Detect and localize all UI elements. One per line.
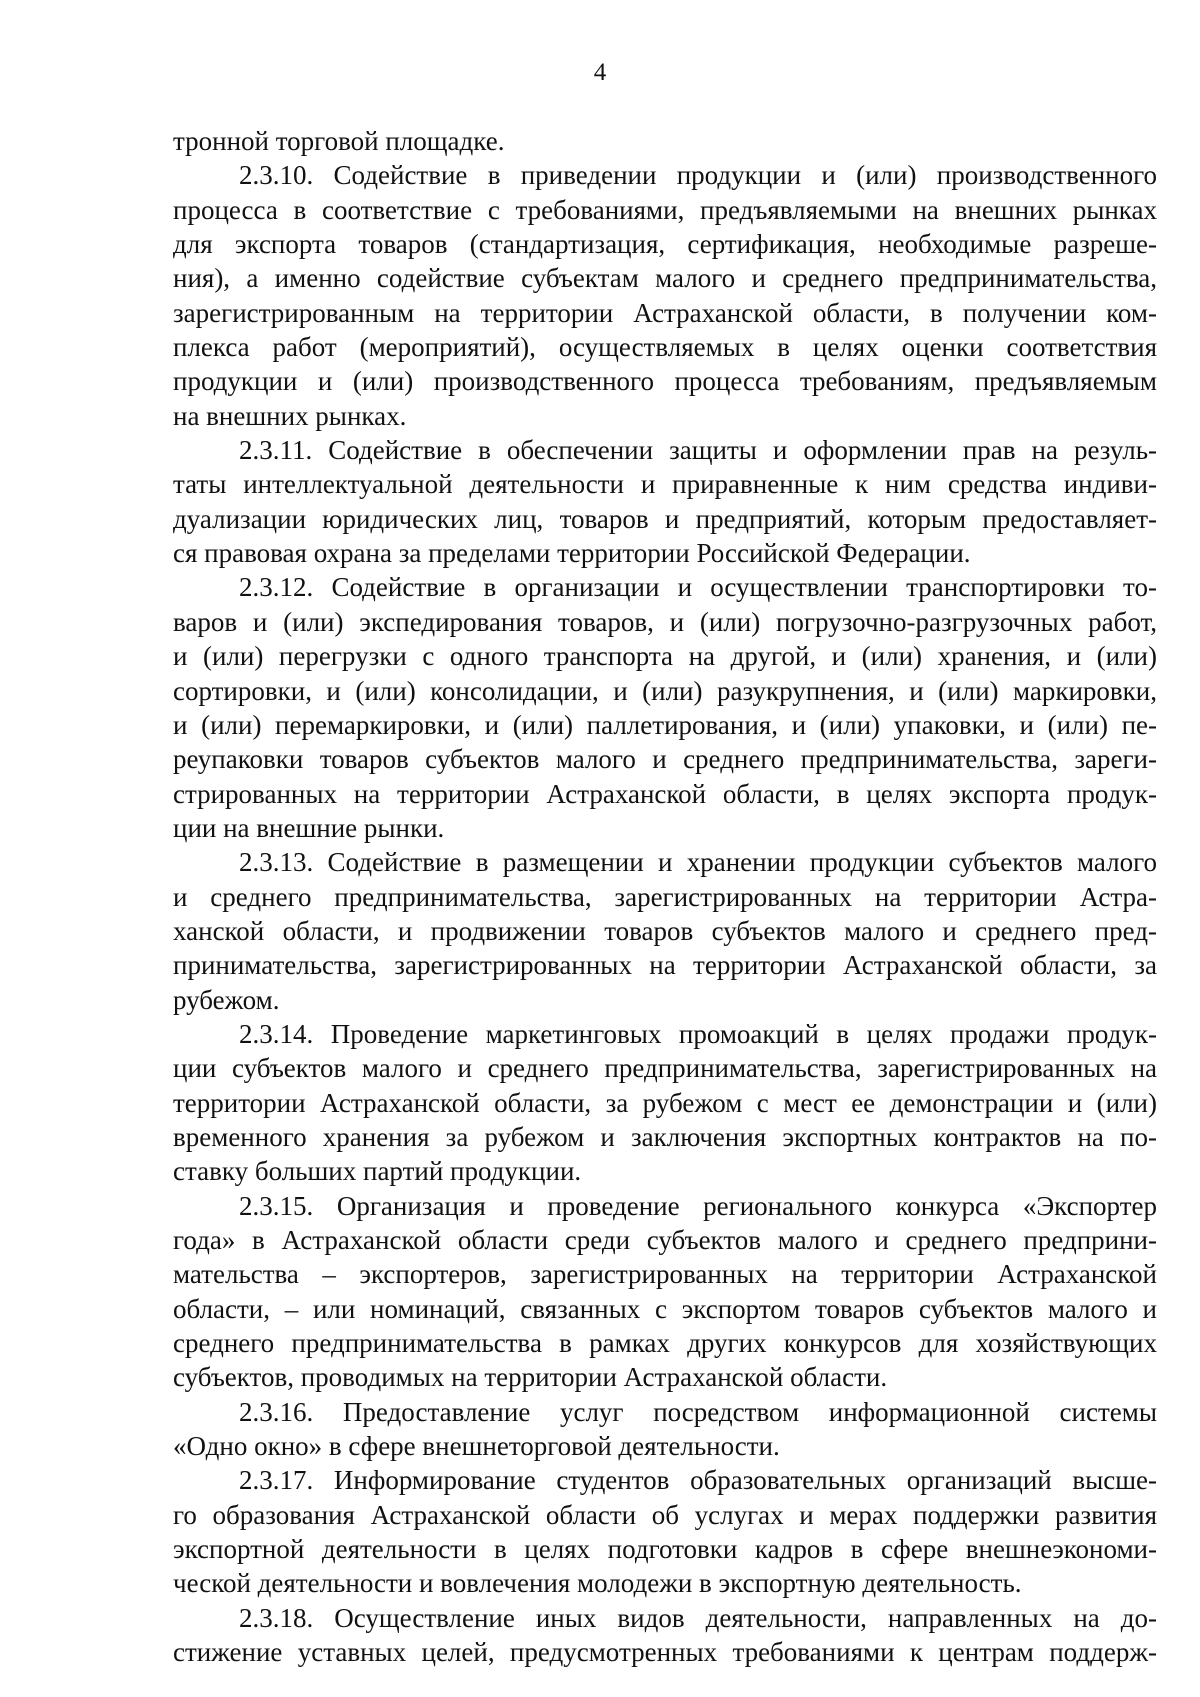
text-line: мательства – экспортеров, зарегистрированных на территории Астраханской <box>173 1259 1157 1290</box>
text-line: зарегистрированным на территории Астраханской области, в получении ком- <box>173 297 1157 328</box>
text-line: 2.3.18. Осуществление иных видов деятельности, направленных на до- <box>239 1602 1157 1633</box>
text-line: 2.3.14. Проведение маркетинговых промоакций в целях продажи продук- <box>239 1018 1157 1049</box>
text-line: экспортной деятельности в целях подготовки кадров в сфере внешнеэкономи- <box>173 1534 1157 1565</box>
text-line: 2.3.11. Содействие в обеспечении защиты и оформлении прав на резуль- <box>239 435 1157 466</box>
text-line: 2.3.12. Содействие в организации и осуществлении транспортировки то- <box>239 572 1157 603</box>
text-line: ся правовая охрана за пределами территории Российской Федерации. <box>173 538 971 569</box>
text-line: временного хранения за рубежом и заключения экспортных контрактов на по- <box>173 1121 1157 1152</box>
text-line: 2.3.10. Содействие в приведении продукции и (или) производственного <box>239 160 1157 191</box>
paragraph <box>173 158 1157 433</box>
text-line: года» в Астраханской области среди субъектов малого и среднего предприни- <box>173 1225 1157 1255</box>
text-line: плекса работ (мероприятий), осуществляемых в целях оценки соответствия <box>173 332 1157 363</box>
text-line: и среднего предпринимательства, зарегистрированных на территории Астра- <box>173 881 1157 912</box>
text-line: тронной торговой площадке. <box>173 126 505 156</box>
text-line: среднего предпринимательства в рамках других конкурсов для хозяйствующих <box>173 1328 1157 1359</box>
paragraph <box>173 1017 1157 1189</box>
text-line: субъектов, проводимых на территории Астраханской области. <box>173 1362 888 1393</box>
paragraph <box>173 845 1157 1017</box>
text-line: ния), а именно содействие субъектам малого и среднего предпринимательства, <box>173 263 1157 294</box>
text-line: 2.3.15. Организация и проведение регионального конкурса «Экспортер <box>239 1190 1157 1221</box>
paragraph <box>173 570 1157 845</box>
paragraph <box>173 1463 1157 1600</box>
text-line: и (или) перемаркировки, и (или) паллетирования, и (или) упаковки, и (или) пе- <box>173 709 1157 740</box>
paragraph <box>173 433 1157 570</box>
paragraph <box>173 1189 1157 1395</box>
text-line: ции на внешние рынки. <box>173 812 445 843</box>
paragraph <box>173 1395 1157 1464</box>
page-number: 4 <box>593 59 607 86</box>
paragraph <box>173 1601 1157 1670</box>
text-line: области, – или номинаций, связанных с экспортом товаров субъектов малого и <box>173 1293 1157 1324</box>
text-line: ческой деятельности и вовлечения молодежи в экспортную деятельность. <box>173 1568 1022 1599</box>
text-line: стрированных на территории Астраханской области, в целях экспорта продук- <box>173 778 1157 809</box>
text-line: принимательства, зарегистрированных на территории Астраханской области, за <box>173 950 1157 981</box>
text-line: 2.3.16. Предоставление услуг посредством информационной системы <box>239 1396 1157 1427</box>
text-line: процесса в соответствие с требованиями, предъявляемыми на внешних рынках <box>173 194 1157 225</box>
text-line: «Одно окно» в сфере внешнеторговой деятельности. <box>173 1431 780 1462</box>
text-line: дуализации юридических лиц, товаров и предприятий, которым предоставляет- <box>173 503 1157 534</box>
text-line: ции субъектов малого и среднего предпринимательства, зарегистрированных на <box>173 1053 1157 1084</box>
text-line: 2.3.13. Содействие в размещении и хранении продукции субъектов малого <box>239 847 1157 878</box>
text-line: продукции и (или) производственного процесса требованиям, предъявляемым <box>173 366 1157 397</box>
text-line: варов и (или) экспедирования товаров, и (или) погрузочно-разгрузочных работ, <box>173 606 1157 637</box>
paragraph <box>173 124 1157 158</box>
text-line: таты интеллектуальной деятельности и приравненные к ним средства индиви- <box>173 469 1157 500</box>
text-line: реупаковки товаров субъектов малого и среднего предпринимательства, зареги- <box>173 744 1157 775</box>
document-body <box>173 124 1157 1669</box>
text-line: ставку больших партий продукции. <box>173 1156 582 1187</box>
text-line: сортировки, и (или) консолидации, и (или) разукрупнения, и (или) маркировки, <box>173 675 1157 706</box>
text-line: на внешних рынках. <box>173 400 407 431</box>
text-line: 2.3.17. Информирование студентов образовательных организаций высше- <box>239 1465 1157 1496</box>
text-line: и (или) перегрузки с одного транспорта на другой, и (или) хранения, и (или) <box>173 641 1157 672</box>
text-line: стижение уставных целей, предусмотренных требованиями к центрам поддерж- <box>173 1637 1157 1668</box>
text-line: для экспорта товаров (стандартизация, сертификация, необходимые разреше- <box>173 229 1157 260</box>
text-line: го образования Астраханской области об услугах и мерах поддержки развития <box>173 1499 1157 1530</box>
text-line: ханской области, и продвижении товаров субъектов малого и среднего пред- <box>173 915 1157 946</box>
text-line: территории Астраханской области, за рубежом с мест ее демонстрации и (или) <box>173 1087 1157 1118</box>
text-line: рубежом. <box>173 984 280 1015</box>
